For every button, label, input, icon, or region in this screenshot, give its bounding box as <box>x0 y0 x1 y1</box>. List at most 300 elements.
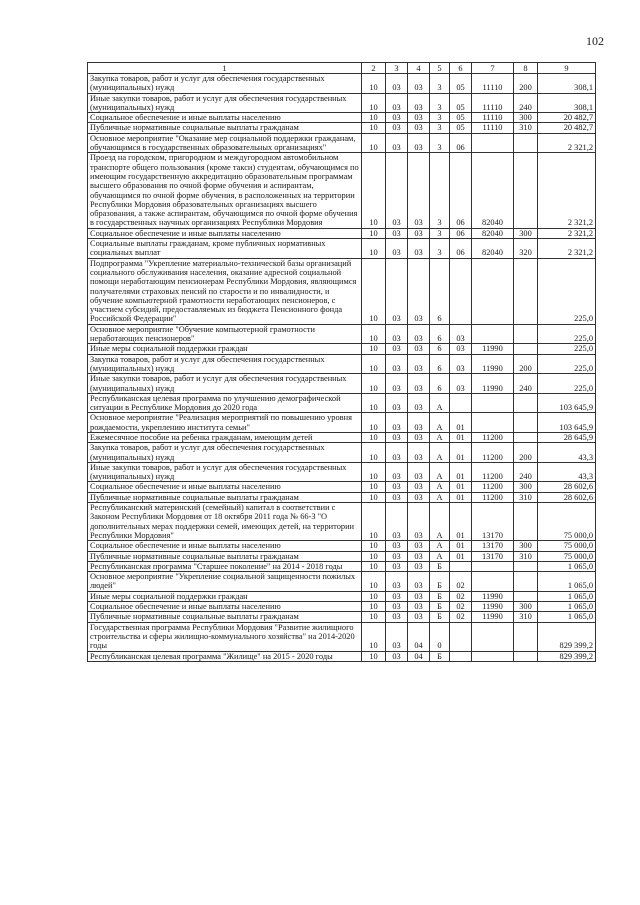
row-code-cell: 200 <box>514 354 538 374</box>
row-name-cell: Основное мероприятие "Оказание мер социальной поддержки гражданам, обучающимся в государственных образовательных организациях" <box>88 133 362 153</box>
row-code-cell <box>450 561 472 571</box>
row-code-cell: 05 <box>450 113 472 123</box>
header-cell: 5 <box>430 63 450 74</box>
row-code-cell <box>450 393 472 413</box>
row-name-cell: Социальное обеспечение и иные выплаты населению <box>88 228 362 238</box>
row-code-cell: 03 <box>450 374 472 394</box>
row-code-cell: 10 <box>362 602 386 612</box>
row-code-cell: 6 <box>430 354 450 374</box>
row-code-cell <box>472 572 514 592</box>
row-code-cell: 300 <box>514 482 538 492</box>
row-name-cell: Закупка товаров, работ и услуг для обеспечения государственных (муниципальных) нужд <box>88 74 362 94</box>
row-code-cell: Б <box>430 561 450 571</box>
row-code-cell: 11200 <box>472 432 514 442</box>
row-code-cell: 03 <box>386 133 408 153</box>
row-code-cell: 1 065,0 <box>538 602 596 612</box>
table-row <box>88 572 596 592</box>
row-code-cell: 20 482,7 <box>538 113 596 123</box>
row-code-cell <box>514 591 538 601</box>
row-code-cell: 300 <box>514 602 538 612</box>
row-code-cell: 11990 <box>472 591 514 601</box>
budget-table <box>87 62 596 662</box>
row-code-cell: А <box>430 492 450 502</box>
row-code-cell: 10 <box>362 133 386 153</box>
row-code-cell: 03 <box>408 572 430 592</box>
table-row <box>88 93 596 113</box>
row-code-cell: 03 <box>386 393 408 413</box>
row-code-cell: 43,3 <box>538 443 596 463</box>
row-name-cell: Социальное обеспечение и иные выплаты населению <box>88 602 362 612</box>
row-code-cell: 04 <box>408 651 430 661</box>
row-name-cell: Основное мероприятие "Реализация мероприятий по повышению уровня рождаемости, укреплению института семьи" <box>88 413 362 433</box>
row-code-cell <box>450 258 472 324</box>
row-code-cell <box>472 258 514 324</box>
row-code-cell: 10 <box>362 74 386 94</box>
row-code-cell: 11990 <box>472 612 514 622</box>
row-code-cell: 240 <box>514 374 538 394</box>
row-code-cell: 2 321,2 <box>538 239 596 259</box>
row-code-cell: 02 <box>450 602 472 612</box>
row-code-cell: 3 <box>430 133 450 153</box>
row-code-cell <box>514 503 538 541</box>
row-code-cell: 03 <box>408 123 430 133</box>
row-code-cell: 2 321,2 <box>538 133 596 153</box>
row-code-cell: 829 399,2 <box>538 622 596 651</box>
row-name-cell: Иные закупки товаров, работ и услуг для обеспечения государственных (муниципальных) нужд <box>88 93 362 113</box>
row-code-cell: 03 <box>408 258 430 324</box>
row-code-cell: 03 <box>386 551 408 561</box>
row-code-cell: 225,0 <box>538 354 596 374</box>
row-code-cell: 320 <box>514 239 538 259</box>
row-code-cell: 1 065,0 <box>538 591 596 601</box>
row-code-cell: 03 <box>408 591 430 601</box>
row-code-cell: 03 <box>408 561 430 571</box>
row-code-cell: 10 <box>362 432 386 442</box>
row-code-cell: 10 <box>362 374 386 394</box>
row-code-cell: 02 <box>450 612 472 622</box>
row-code-cell <box>472 561 514 571</box>
row-code-cell: А <box>430 443 450 463</box>
row-code-cell: 03 <box>386 228 408 238</box>
row-code-cell: 3 <box>430 153 450 228</box>
row-code-cell: 11110 <box>472 93 514 113</box>
table-row <box>88 113 596 123</box>
row-code-cell: 01 <box>450 503 472 541</box>
row-code-cell: 1 065,0 <box>538 572 596 592</box>
row-code-cell: 6 <box>430 374 450 394</box>
row-code-cell: 03 <box>408 551 430 561</box>
row-code-cell: 10 <box>362 123 386 133</box>
row-code-cell: 11990 <box>472 374 514 394</box>
row-name-cell: Социальное обеспечение и иные выплаты населению <box>88 113 362 123</box>
row-code-cell: 06 <box>450 133 472 153</box>
row-code-cell: 11200 <box>472 482 514 492</box>
row-code-cell: 03 <box>408 93 430 113</box>
row-code-cell: 03 <box>408 374 430 394</box>
table-row <box>88 344 596 354</box>
row-code-cell: 0 <box>430 622 450 651</box>
row-code-cell: Б <box>430 572 450 592</box>
table-row <box>88 503 596 541</box>
row-name-cell: Социальное обеспечение и иные выплаты населению <box>88 541 362 551</box>
row-code-cell: 03 <box>386 561 408 571</box>
row-code-cell: 03 <box>450 354 472 374</box>
row-code-cell: 310 <box>514 492 538 502</box>
row-code-cell: 03 <box>408 413 430 433</box>
row-name-cell: Публичные нормативные социальные выплаты гражданам <box>88 492 362 502</box>
row-code-cell: 103 645,9 <box>538 393 596 413</box>
row-code-cell: 03 <box>386 443 408 463</box>
row-code-cell: 03 <box>386 492 408 502</box>
row-code-cell <box>514 572 538 592</box>
row-code-cell: 03 <box>386 482 408 492</box>
row-code-cell: 03 <box>386 344 408 354</box>
row-code-cell: 10 <box>362 258 386 324</box>
row-code-cell: Б <box>430 612 450 622</box>
row-code-cell: 03 <box>408 443 430 463</box>
header-cell: 9 <box>538 63 596 74</box>
row-code-cell <box>514 393 538 413</box>
row-code-cell: 03 <box>386 123 408 133</box>
row-code-cell: 03 <box>408 344 430 354</box>
row-name-cell: Иные меры социальной поддержки граждан <box>88 591 362 601</box>
row-code-cell: 03 <box>386 74 408 94</box>
row-code-cell: 300 <box>514 228 538 238</box>
header-cell: 2 <box>362 63 386 74</box>
row-code-cell: 308,1 <box>538 74 596 94</box>
row-code-cell <box>450 651 472 661</box>
row-code-cell: 03 <box>408 153 430 228</box>
row-code-cell: 11200 <box>472 492 514 502</box>
table-row <box>88 651 596 661</box>
row-code-cell: 10 <box>362 413 386 433</box>
row-code-cell: 10 <box>362 393 386 413</box>
row-code-cell: 10 <box>362 503 386 541</box>
row-code-cell: 829 399,2 <box>538 651 596 661</box>
row-code-cell: 11990 <box>472 354 514 374</box>
table-row <box>88 622 596 651</box>
row-code-cell: 75 000,0 <box>538 503 596 541</box>
row-code-cell: 10 <box>362 113 386 123</box>
row-code-cell: 28 602,6 <box>538 482 596 492</box>
row-code-cell <box>472 393 514 413</box>
row-code-cell: 10 <box>362 591 386 601</box>
row-code-cell: 03 <box>386 93 408 113</box>
table-row <box>88 591 596 601</box>
row-code-cell: А <box>430 393 450 413</box>
row-name-cell: Закупка товаров, работ и услуг для обеспечения государственных (муниципальных) нужд <box>88 443 362 463</box>
row-code-cell: 03 <box>408 133 430 153</box>
row-code-cell: 10 <box>362 572 386 592</box>
table-row <box>88 393 596 413</box>
row-code-cell: 03 <box>386 374 408 394</box>
table-row <box>88 374 596 394</box>
row-code-cell: 200 <box>514 74 538 94</box>
row-code-cell: 2 321,2 <box>538 228 596 238</box>
row-code-cell: 03 <box>408 324 430 344</box>
row-name-cell: Публичные нормативные социальные выплаты гражданам <box>88 123 362 133</box>
row-code-cell <box>450 622 472 651</box>
row-code-cell: 82040 <box>472 228 514 238</box>
row-code-cell: 03 <box>408 503 430 541</box>
row-code-cell: Б <box>430 591 450 601</box>
header-cell: 1 <box>88 63 362 74</box>
header-cell: 7 <box>472 63 514 74</box>
row-name-cell: Государственная программа Республики Мордовия "Развитие жилищного строительства и сферы жилищно-коммунального хозяйства" на 2014-2020 годы <box>88 622 362 651</box>
row-code-cell: 310 <box>514 123 538 133</box>
row-code-cell <box>514 651 538 661</box>
row-code-cell <box>514 561 538 571</box>
row-code-cell <box>472 622 514 651</box>
row-code-cell: 1 065,0 <box>538 612 596 622</box>
row-code-cell: 11110 <box>472 113 514 123</box>
row-code-cell: 13170 <box>472 503 514 541</box>
row-code-cell: 03 <box>386 462 408 482</box>
row-code-cell: 03 <box>386 622 408 651</box>
row-code-cell: 10 <box>362 228 386 238</box>
header-cell: 6 <box>450 63 472 74</box>
table-row <box>88 133 596 153</box>
row-code-cell: 11200 <box>472 443 514 463</box>
table-row <box>88 551 596 561</box>
row-code-cell: 03 <box>386 541 408 551</box>
row-name-cell: Иные закупки товаров, работ и услуг для обеспечения государственных (муниципальных) нужд <box>88 374 362 394</box>
row-code-cell: 03 <box>450 324 472 344</box>
row-code-cell: 11200 <box>472 462 514 482</box>
header-cell: 3 <box>386 63 408 74</box>
row-code-cell: 3 <box>430 74 450 94</box>
page-number: 102 <box>586 34 604 48</box>
row-code-cell: 225,0 <box>538 324 596 344</box>
row-name-cell: Основное мероприятие "Укрепление социальной защищенности пожилых людей" <box>88 572 362 592</box>
row-name-cell: Иные меры социальной поддержки граждан <box>88 344 362 354</box>
row-name-cell: Ежемесячное пособие на ребенка гражданам, имеющим детей <box>88 432 362 442</box>
row-code-cell: 3 <box>430 113 450 123</box>
row-code-cell: А <box>430 462 450 482</box>
row-code-cell: 03 <box>386 258 408 324</box>
row-code-cell: 01 <box>450 432 472 442</box>
row-code-cell: 310 <box>514 551 538 561</box>
row-code-cell <box>514 133 538 153</box>
row-code-cell <box>514 432 538 442</box>
row-code-cell: 01 <box>450 413 472 433</box>
row-name-cell: Закупка товаров, работ и услуг для обеспечения государственных (муниципальных) нужд <box>88 354 362 374</box>
row-code-cell: 11990 <box>472 602 514 612</box>
row-code-cell: 10 <box>362 153 386 228</box>
table-row <box>88 443 596 463</box>
row-code-cell: 03 <box>408 492 430 502</box>
row-code-cell: 03 <box>386 113 408 123</box>
row-code-cell: 6 <box>430 344 450 354</box>
table-row <box>88 74 596 94</box>
row-code-cell: 6 <box>430 258 450 324</box>
row-code-cell: 11110 <box>472 74 514 94</box>
row-code-cell: 06 <box>450 228 472 238</box>
row-name-cell: Основное мероприятие "Обучение компьютерной грамотности неработающих пенсионеров" <box>88 324 362 344</box>
row-code-cell: 10 <box>362 551 386 561</box>
row-code-cell: 03 <box>408 239 430 259</box>
row-code-cell: 02 <box>450 572 472 592</box>
row-code-cell: 82040 <box>472 239 514 259</box>
row-code-cell: 03 <box>408 393 430 413</box>
row-code-cell: 2 321,2 <box>538 153 596 228</box>
row-code-cell: 01 <box>450 462 472 482</box>
row-code-cell: 06 <box>450 239 472 259</box>
row-code-cell: 1 065,0 <box>538 561 596 571</box>
row-code-cell <box>514 324 538 344</box>
row-code-cell: 03 <box>386 602 408 612</box>
row-code-cell: 10 <box>362 651 386 661</box>
row-name-cell: Республиканская целевая программа "Жилище" на 2015 - 2020 годы <box>88 651 362 661</box>
row-code-cell: А <box>430 432 450 442</box>
row-code-cell: 10 <box>362 492 386 502</box>
header-cell: 8 <box>514 63 538 74</box>
row-code-cell: 308,1 <box>538 93 596 113</box>
row-code-cell <box>514 622 538 651</box>
row-name-cell: Социальные выплаты гражданам, кроме публичных нормативных социальных выплат <box>88 239 362 259</box>
row-code-cell: 10 <box>362 462 386 482</box>
row-code-cell: 06 <box>450 153 472 228</box>
row-code-cell: 43,3 <box>538 462 596 482</box>
row-code-cell <box>472 413 514 433</box>
row-code-cell <box>514 344 538 354</box>
row-code-cell: А <box>430 503 450 541</box>
row-code-cell <box>472 133 514 153</box>
row-code-cell: 03 <box>386 503 408 541</box>
row-name-cell: Публичные нормативные социальные выплаты гражданам <box>88 551 362 561</box>
table-row <box>88 354 596 374</box>
row-code-cell: 10 <box>362 541 386 551</box>
row-code-cell: 03 <box>450 344 472 354</box>
row-code-cell: 3 <box>430 239 450 259</box>
row-name-cell: Республиканский материнский (семейный) капитал в соответствии с Законом Республики Мордовия от 18 октября 2011 года № 66-З "О дополнительных мерах поддержки семей, имеющих детей, на территории Республики Мордовия" <box>88 503 362 541</box>
row-code-cell: 28 645,9 <box>538 432 596 442</box>
row-code-cell <box>514 413 538 433</box>
row-code-cell: 03 <box>408 354 430 374</box>
row-code-cell: 03 <box>386 651 408 661</box>
row-code-cell: 200 <box>514 443 538 463</box>
row-code-cell: 03 <box>386 354 408 374</box>
row-code-cell: 03 <box>408 612 430 622</box>
row-code-cell: 03 <box>386 153 408 228</box>
row-code-cell: 3 <box>430 93 450 113</box>
row-code-cell: 04 <box>408 622 430 651</box>
row-code-cell: 10 <box>362 344 386 354</box>
row-code-cell: 03 <box>386 591 408 601</box>
row-name-cell: Иные закупки товаров, работ и услуг для обеспечения государственных (муниципальных) нужд <box>88 462 362 482</box>
row-code-cell: Б <box>430 602 450 612</box>
row-code-cell: 01 <box>450 541 472 551</box>
table-row <box>88 482 596 492</box>
table-row <box>88 258 596 324</box>
row-code-cell: 103 645,9 <box>538 413 596 433</box>
row-code-cell: 02 <box>450 591 472 601</box>
row-code-cell: 13170 <box>472 551 514 561</box>
row-code-cell: 10 <box>362 622 386 651</box>
row-code-cell: А <box>430 551 450 561</box>
row-code-cell: 03 <box>386 239 408 259</box>
row-code-cell: 82040 <box>472 153 514 228</box>
row-code-cell <box>472 651 514 661</box>
table-row <box>88 432 596 442</box>
table-row <box>88 492 596 502</box>
row-code-cell: 20 482,7 <box>538 123 596 133</box>
row-code-cell: 01 <box>450 482 472 492</box>
table-row <box>88 602 596 612</box>
row-code-cell: 03 <box>386 612 408 622</box>
row-code-cell: 03 <box>408 432 430 442</box>
row-code-cell: 03 <box>386 413 408 433</box>
row-code-cell: 3 <box>430 228 450 238</box>
row-code-cell: 10 <box>362 443 386 463</box>
row-code-cell: 01 <box>450 492 472 502</box>
row-code-cell: 10 <box>362 93 386 113</box>
row-code-cell: 03 <box>408 228 430 238</box>
table-row <box>88 541 596 551</box>
row-code-cell: 300 <box>514 541 538 551</box>
table-row <box>88 561 596 571</box>
row-code-cell: 05 <box>450 123 472 133</box>
row-code-cell: 03 <box>408 74 430 94</box>
table-row <box>88 123 596 133</box>
row-code-cell <box>514 258 538 324</box>
row-code-cell: 03 <box>408 462 430 482</box>
row-code-cell: 310 <box>514 612 538 622</box>
row-code-cell: 10 <box>362 612 386 622</box>
row-code-cell: 225,0 <box>538 374 596 394</box>
table-row <box>88 153 596 228</box>
row-code-cell: 10 <box>362 354 386 374</box>
row-name-cell: Социальное обеспечение и иные выплаты населению <box>88 482 362 492</box>
row-code-cell: 240 <box>514 93 538 113</box>
row-code-cell: 01 <box>450 443 472 463</box>
header-row <box>88 63 596 74</box>
row-code-cell: 05 <box>450 74 472 94</box>
row-code-cell: 13170 <box>472 541 514 551</box>
table-row <box>88 228 596 238</box>
row-name-cell: Подпрограмма "Укрепление материально-технической базы организаций социального обслуживания населения, оказание адресной социальной помощи неработающим пенсионерам Республики Мордовия, являющимся получателями страховых пенсий по старости и по инвалидности, и обучение компьютерной грамотности неработающих пенсионеров, с участием субсидий, предоставляемых из бюджета Пенсионного фонда Российской Федерации" <box>88 258 362 324</box>
row-code-cell: 03 <box>386 324 408 344</box>
row-code-cell: 01 <box>450 551 472 561</box>
table-row <box>88 324 596 344</box>
row-code-cell: 6 <box>430 324 450 344</box>
row-code-cell: А <box>430 541 450 551</box>
row-code-cell <box>472 324 514 344</box>
row-code-cell: 03 <box>386 432 408 442</box>
row-code-cell: 300 <box>514 113 538 123</box>
row-name-cell: Республиканская программа "Старшее поколение" на 2014 - 2018 годы <box>88 561 362 571</box>
row-code-cell: 10 <box>362 324 386 344</box>
table-row <box>88 413 596 433</box>
row-code-cell: 225,0 <box>538 258 596 324</box>
row-code-cell: 75 000,0 <box>538 541 596 551</box>
table-row <box>88 239 596 259</box>
row-name-cell: Проезд на городском, пригородном и междугородном автомобильном транспорте общего пользования (кроме такси) студентам, обучающимся по имеющим государственную аккредитацию образовательным программам высшего образования по очной форме обучения и аспирантам, обучающимся по очной форме обучения, в расположенных на территории Республики Мордовия образовательных организациях высшего образования, а также аспирантам, обучающимся по очной форме обучения в государственных научных организациях Республики Мордовия <box>88 153 362 228</box>
row-code-cell <box>514 153 538 228</box>
row-code-cell: 03 <box>408 541 430 551</box>
row-code-cell: А <box>430 482 450 492</box>
row-code-cell: 10 <box>362 482 386 492</box>
row-code-cell: 75 000,0 <box>538 551 596 561</box>
row-code-cell: 11110 <box>472 123 514 133</box>
table-row <box>88 612 596 622</box>
row-code-cell: 03 <box>408 113 430 123</box>
row-code-cell: А <box>430 413 450 433</box>
row-code-cell: 10 <box>362 561 386 571</box>
row-code-cell: 225,0 <box>538 344 596 354</box>
row-code-cell: 28 602,6 <box>538 492 596 502</box>
header-cell: 4 <box>408 63 430 74</box>
